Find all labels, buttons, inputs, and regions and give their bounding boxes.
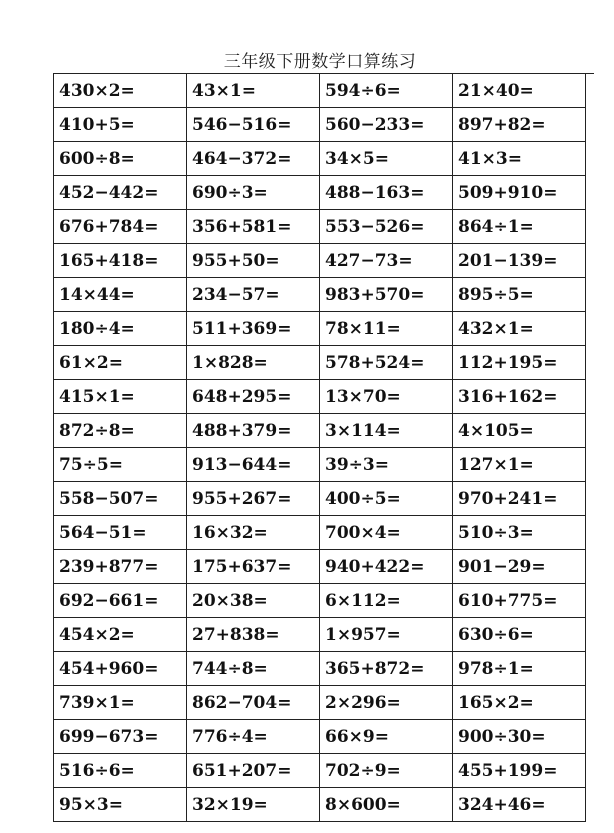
problem-cell: 365+872= [320,652,453,686]
table-row [54,754,586,788]
table-row [54,448,586,482]
problem-cell: 558−507= [54,482,187,516]
problem-cell: 14×44= [54,278,187,312]
problem-cell: 34×5= [320,142,453,176]
problem-cell: 239+877= [54,550,187,584]
problem-cell: 692−661= [54,584,187,618]
table-row [54,414,586,448]
table-row [54,584,586,618]
problem-cell: 432×1= [453,312,586,346]
arithmetic-practice-table [53,73,586,822]
table-row [54,346,586,380]
problem-cell: 488+379= [187,414,320,448]
table-row [54,74,586,108]
problem-cell: 702÷9= [320,754,453,788]
problem-cell: 8×600= [320,788,453,822]
problem-cell: 316+162= [453,380,586,414]
problem-cell: 39÷3= [320,448,453,482]
problem-cell: 594÷6= [320,74,453,108]
problem-cell: 1×828= [187,346,320,380]
problem-cell: 630÷6= [453,618,586,652]
table-row [54,176,586,210]
problem-cell: 66×9= [320,720,453,754]
problem-cell: 864÷1= [453,210,586,244]
problem-cell: 427−73= [320,244,453,278]
problem-cell: 511+369= [187,312,320,346]
problem-cell: 901−29= [453,550,586,584]
problem-cell: 2×296= [320,686,453,720]
problem-cell: 356+581= [187,210,320,244]
problem-cell: 452−442= [54,176,187,210]
table-row [54,550,586,584]
table-row [54,720,586,754]
problem-cell: 4×105= [453,414,586,448]
problem-cell: 744÷8= [187,652,320,686]
problem-cell: 913−644= [187,448,320,482]
table-row [54,686,586,720]
page-title: 三年级下册数学口算练习 [223,52,417,72]
problem-cell: 201−139= [453,244,586,278]
table-row [54,482,586,516]
table-row [54,788,586,822]
problem-cell: 180÷4= [54,312,187,346]
problem-cell: 690÷3= [187,176,320,210]
table-row [54,142,586,176]
problem-cell: 43×1= [187,74,320,108]
problem-cell: 127×1= [453,448,586,482]
problem-cell: 862−704= [187,686,320,720]
problem-cell: 978÷1= [453,652,586,686]
problem-cell: 648+295= [187,380,320,414]
problem-cell: 20×38= [187,584,320,618]
problem-cell: 454×2= [54,618,187,652]
problem-cell: 400÷5= [320,482,453,516]
problem-cell: 41×3= [453,142,586,176]
problem-cell: 234−57= [187,278,320,312]
problem-cell: 3×114= [320,414,453,448]
problem-cell: 464−372= [187,142,320,176]
problem-cell: 430×2= [54,74,187,108]
problem-cell: 897+82= [453,108,586,142]
table-row [54,312,586,346]
problem-cell: 872÷8= [54,414,187,448]
table-row [54,210,586,244]
table-row [54,516,586,550]
problem-cell: 776÷4= [187,720,320,754]
problem-cell: 32×19= [187,788,320,822]
problem-cell: 510÷3= [453,516,586,550]
problem-cell: 75÷5= [54,448,187,482]
problem-cell: 699−673= [54,720,187,754]
problem-cell: 955+50= [187,244,320,278]
problem-cell: 600÷8= [54,142,187,176]
problem-cell: 895÷5= [453,278,586,312]
problem-cell: 900÷30= [453,720,586,754]
problem-cell: 970+241= [453,482,586,516]
problem-cell: 651+207= [187,754,320,788]
problem-cell: 739×1= [54,686,187,720]
problem-cell: 165+418= [54,244,187,278]
problem-cell: 560−233= [320,108,453,142]
problem-cell: 16×32= [187,516,320,550]
problem-cell: 455+199= [453,754,586,788]
problem-cell: 553−526= [320,210,453,244]
table-row [54,652,586,686]
problem-cell: 13×70= [320,380,453,414]
problem-cell: 415×1= [54,380,187,414]
problem-cell: 700×4= [320,516,453,550]
table-body [54,74,586,822]
problem-cell: 454+960= [54,652,187,686]
table-row [54,244,586,278]
problem-cell: 21×40= [453,74,586,108]
problem-cell: 488−163= [320,176,453,210]
problem-cell: 578+524= [320,346,453,380]
problem-cell: 546−516= [187,108,320,142]
problem-cell: 27+838= [187,618,320,652]
table-row [54,618,586,652]
problem-cell: 61×2= [54,346,187,380]
problem-cell: 6×112= [320,584,453,618]
table-edge-rule [586,73,594,74]
problem-cell: 676+784= [54,210,187,244]
problem-cell: 410+5= [54,108,187,142]
problem-cell: 95×3= [54,788,187,822]
problem-cell: 509+910= [453,176,586,210]
table-row [54,380,586,414]
problem-cell: 983+570= [320,278,453,312]
problem-cell: 175+637= [187,550,320,584]
problem-cell: 955+267= [187,482,320,516]
problem-cell: 940+422= [320,550,453,584]
problem-cell: 112+195= [453,346,586,380]
problem-cell: 564−51= [54,516,187,550]
table-row [54,108,586,142]
problem-cell: 165×2= [453,686,586,720]
table-row [54,278,586,312]
problem-cell: 516÷6= [54,754,187,788]
problem-cell: 1×957= [320,618,453,652]
problem-cell: 610+775= [453,584,586,618]
problem-cell: 78×11= [320,312,453,346]
problem-cell: 324+46= [453,788,586,822]
